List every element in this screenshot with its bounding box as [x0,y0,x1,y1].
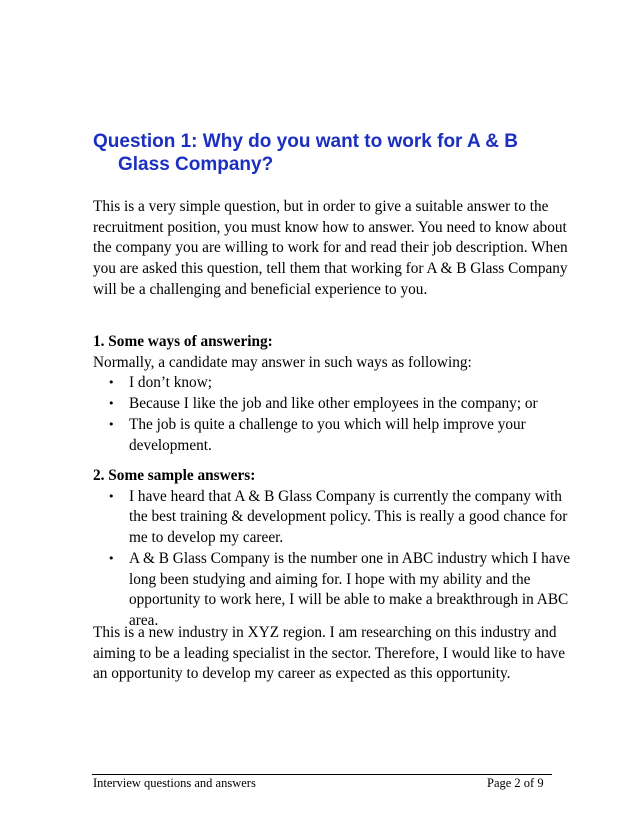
list-item-text: A & B Glass Company is the number one in ABC industry which I have long been studying and aiming for. I hope with my ability and the opportunity to work here, I will be able to make a breakthrough in ABC area. [129,549,571,629]
section1-heading: 1. Some ways of answering: [93,333,273,350]
section-ways-of-answering [93,332,583,456]
question-title-line1: Question 1: Why do you want to work for A & B [93,131,519,152]
bullet-icon: • [108,376,115,390]
bullet-icon: • [108,489,115,503]
bullet-icon: • [108,417,115,431]
section2-bullet-list [93,487,583,632]
question-title [93,130,583,176]
question-title-line2: Glass Company? [118,154,274,175]
list-item-text: I have heard that A & B Glass Company is currently the company with the best training & development policy. This is really a good chance for me to develop my career. [129,487,568,547]
bullet-icon: • [108,397,115,411]
footer-document-title: Interview questions and answers [93,776,256,790]
list-item [93,415,583,456]
bullet-icon: • [108,551,115,565]
section1-lead: Normally, a candidate may answer in such ways as following: [93,353,472,371]
list-item-text: I don’t know; [129,374,212,392]
list-item-text: The job is quite a challenge to you which will help improve your development. [129,415,526,454]
section2-heading: 2. Some sample answers: [93,467,256,484]
footer-page-number: Page 2 of 9 [487,776,544,790]
intro-paragraph: This is a very simple question, but in order to give a suitable answer to the recruitment position, you must know how to answer. You need to know about the company you are willing to work for and read their job description. When you are asked this question, tell them that working for A & B Glass Company will be a challenging and beneficial experience to you. [93,198,568,298]
closing-paragraph: This is a new industry in XYZ region. I am researching on this industry and aiming to be a leading specialist in the sector. Therefore, I would like to have an opportunity to develop my career as expected as this opportunity. [93,624,566,683]
list-item [93,549,583,632]
section-sample-answers [93,466,583,632]
list-item [93,487,583,549]
list-item [93,394,583,415]
list-item [93,373,583,394]
section1-bullet-list [93,373,583,456]
page-footer [92,774,552,790]
list-item-text: Because I like the job and like other employees in the company; or [129,395,538,413]
